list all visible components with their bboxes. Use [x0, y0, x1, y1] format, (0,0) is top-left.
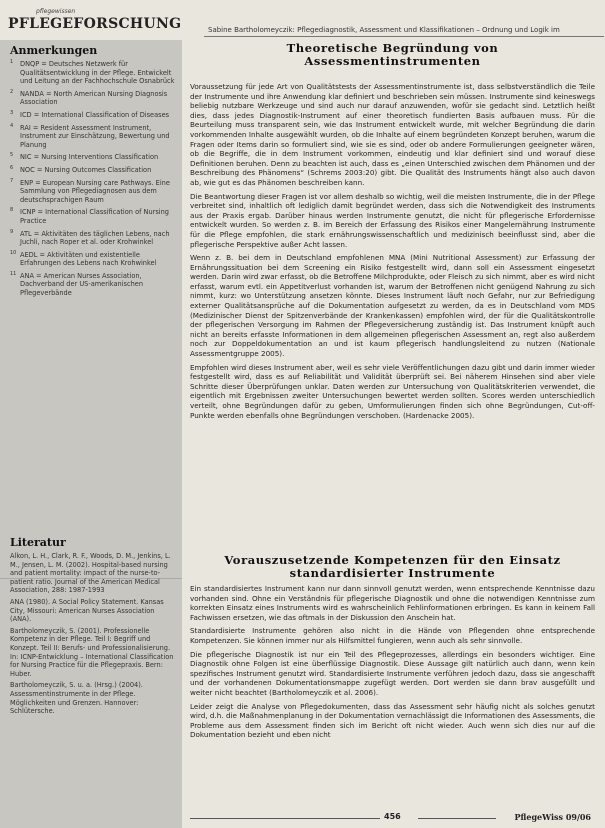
note-item	[10, 208, 175, 225]
body-paragraph: Standardisierte Instrumente gehören also nicht in die Hände von Pflegenden ohne entsprechende Kompetenzen. Sie können immer nur als Hilfsmittel fungieren, wenn auch als sehr sinnvolle.	[190, 626, 595, 645]
note-text: ATL = Aktivitäten des täglichen Lebens, nach Juchli, nach Roper et al. oder Krohwinkel	[20, 229, 170, 247]
reference-item: Bartholomeyczik, S. (2001). Professionelle Kompetenz in der Pflege. Teil I: Begriff und Konzept. Teil II: Berufs- und Professionalisierung. In: ICNP-Entwicklung – International Classification for Nursing Practice für die Pflegepraxis. Bern: Huber.	[10, 626, 174, 678]
footer-rule	[190, 818, 380, 819]
note-number: 6	[10, 164, 14, 171]
note-item	[10, 272, 175, 298]
note-item	[10, 111, 175, 120]
header-rule	[204, 36, 604, 37]
note-text: ENP = European Nursing care Pathways. Eine Sammlung von Pflegediagnosen aus dem deutschsprachigen Raum	[20, 178, 170, 204]
section-heading-line: Vorauszusetzende Kompetenzen für den Einsatz	[224, 553, 561, 567]
note-number: 10	[10, 249, 17, 256]
note-text: AEDL = Aktivitäten und existentielle Erfahrungen des Lebens nach Krohwinkel	[20, 250, 157, 268]
body-paragraph: Leider zeigt die Analyse von Pflegedokumenten, dass das Assessment sehr häufig nicht als solches genutzt wird, d.h. die Maßnahmenplanung in der Dokumentation vernachlässigt die Informationen des Assessments, die Probleme aus dem Assessment finden sich im Bericht oft nicht wieder. Auch wenn sich dies nur auf die Dokumentation bezieht und eben nicht	[190, 701, 595, 740]
note-number: 1	[10, 59, 14, 65]
note-number: 7	[10, 177, 14, 184]
note-item	[10, 124, 175, 150]
notes-heading: Anmerkungen	[10, 44, 98, 57]
section-heading-line: Assessmentinstrumenten	[304, 54, 481, 68]
body-paragraph: Die pflegerische Diagnostik ist nur ein Teil des Pflegeprozesses, allerdings ein besonders wichtiger. Eine Diagnostik ohne Folgen ist eine überflüssige Diagnostik. Diese Aussage gilt natürlich auch dann, wenn kein spezifisches Instrument genutzt wird. Standardisierte Instrumente verführen jedoch dazu, dass sie angeschafft und der vorhandenen Dokumentationsmappe zugefügt werden. Dort werden sie dann brav ausgefüllt und weiter nicht beachtet (Bartholomeyczik et al. 2006).	[190, 649, 595, 697]
note-text: ICNP = International Classification of Nursing Practice	[20, 208, 169, 225]
body-paragraph: Wenn z. B. bei dem in Deutschland empfohlenen MNA (Mini Nutritional Assessment) zur Erfassung der Ernährungssituation bei dem Screening ein Risiko festgestellt wird, dann soll ein Assessment eingesetzt werden. Darin wird zwar erfasst, ob die Betroffene Milchprodukte, oder Fleisch zu sich nimmt, aber es wird nicht erfasst, warum evtl. ein Appetitverlust vorhanden ist, warum der Betroffenen nicht genügend Nahrung zu sich nimmt, kurz: wo Unterstützung ansetzen könnte. Dieses Instrument läuft noch Gefahr, nur zur Befriedigung externer Qualitätsansprüche auf die Dokumentation aufgesetzt zu werden, da es in Deutschland vom MDS (Medizinischer Dienst der Spitzenverbände der Krankenkassen) empfohlen wird, der für die Qualitätskontrolle der pflegerischen Versorgung im Rahmen der Pflegeversicherung zuständig ist. Das Instrument knüpft auch nicht an bereits erfasste Informationen in dem allgemeinen pflegerischen Assessment an, regt also außerdem noch zur Doppeldokumentation an und ist kaum pflegerisch handlungsleitend zu nutzen (Nationale Assessmentgruppe 2005).	[190, 253, 595, 359]
note-number: 5	[10, 152, 14, 159]
note-number: 2	[10, 88, 14, 95]
reference-item: ANA (1980). A Social Policy Statement. Kansas City, Missouri: American Nurses Association (ANA).	[10, 597, 164, 624]
note-number: 3	[10, 109, 14, 116]
note-item	[10, 153, 175, 162]
note-item	[10, 251, 175, 268]
page-footer	[190, 812, 595, 826]
article-body	[190, 41, 595, 740]
note-text: ICD = International Classification of Diseases	[20, 110, 170, 119]
reference-item: Alkon, L. H., Clark, R. F., Woods, D. M., Jenkins, L. M., Jensen, L. M. (2002). Hospital-based nursing and patient mortality: impact of the nurse-to-patient ratio. Journal of the American Medical Association, 288: 1987-1993	[10, 552, 171, 595]
body-paragraph: Empfohlen wird dieses Instrument aber, weil es sehr viele Veröffentlichungen dazu gibt und darin immer wieder festgestellt wird, dass es auf Reliabilität und Validität überprüft sei. Bei näherem Hinsehen sind aber viele Schritte dieser Überprüfungen unklar. Daten werden zur Untersuchung von Qualitätskriterien verwendet, die eigentlich mit Ergebnissen zweiter Untersuchungen bewertet werden sollten. Scores werden unterschiedlich verteilt, ohne Begründungen dafür zu geben, Umformulierungen finden sich ohne Begründungen, Cut-off-Punkte werden ebenfalls ohne Begründungen verschoben. (Hardenacke 2005).	[190, 362, 595, 420]
note-text: NIC = Nursing Interventions Classification	[20, 153, 159, 162]
journal-section-title: PFLEGEFORSCHUNG	[8, 16, 182, 32]
section-heading-theory	[190, 42, 595, 68]
footer-rule	[418, 818, 496, 819]
competences-paragraphs	[190, 584, 595, 744]
literature-heading: Literatur	[10, 536, 66, 549]
section-heading-competences	[190, 554, 595, 580]
theory-paragraphs	[190, 82, 595, 424]
page-header	[8, 8, 598, 40]
note-text: RAI = Resident Assessment Instrument, Instrument zur Einschätzung, Bewertung und Planung	[20, 123, 170, 149]
notes-list	[10, 60, 175, 302]
note-item	[10, 60, 175, 86]
section-heading-line: Theoretische Begründung von	[286, 41, 499, 55]
note-item	[10, 90, 175, 107]
section-heading-line: standardisierter Instrumente	[289, 566, 496, 580]
note-number: 4	[10, 122, 14, 129]
note-number: 9	[10, 228, 14, 235]
running-head: Sabine Bartholomeyczik: Pflegediagnostik, Assessment und Klassifikationen – Ordnung und Logik im	[208, 26, 560, 34]
brand-kicker: pflegewissen	[36, 8, 76, 15]
note-text: ANA = American Nurses Association, Dachverband der US-amerikanischen Pflegeverbände	[20, 271, 144, 298]
reference-item: Bartholomeyczik, S. u. a. (Hrsg.) (2004). Assessmentinstrumente in der Pflege. Möglichkeiten und Grenzen. Hannover: Schlütersche.	[10, 681, 143, 716]
body-paragraph: Ein standardisiertes Instrument kann nur dann sinnvoll genutzt werden, wenn entsprechende Kenntnisse dazu vorhanden sind. Ohne ein Verständnis für pflegerische Diagnostik und ohne die notwendigen Kenntnisse zum korrekten Einsatz eines Instruments wird es wahrscheinlich Fehlinformationen erbringen. Es kann in keinem Fall Fachwissen ersetzen, wie das oftmals in der Diskussion den Anschein hat.	[190, 584, 595, 622]
note-number: 11	[10, 270, 17, 277]
note-text: NOC = Nursing Outcomes Classification	[20, 165, 152, 174]
issue-label: PflegeWiss 09/06	[514, 812, 591, 822]
literature-list	[10, 552, 175, 719]
note-item	[10, 179, 175, 205]
note-number: 8	[10, 207, 14, 214]
body-paragraph: Die Beantwortung dieser Fragen ist vor allem deshalb so wichtig, weil die meisten Instrumente, die in der Pflege verbreitet sind, inhaltlich oft lediglich damit begründet werden, dass sich die Notwendigkeit des Instruments aus der Praxis ergab. Darüber hinaus werden Instrumente genutzt, die nicht für pflegerische Erfordernisse entwickelt wurden. So werden z. B. im Bereich der Erfassung des Risikos einer Mangelernährung Instrumente für die Pflege empfohlen, die stark ernährungswissenschaftlich und medizinisch beeinflusst sind, aber die pflegerische Perspektive außer Acht lassen.	[190, 191, 595, 249]
note-text: NANDA = North American Nursing Diagnosis Association	[20, 89, 168, 107]
note-text: DNQP = Deutsches Netzwerk für Qualitätsentwicklung in der Pflege. Entwickelt und Leitung an der Fachhochschule Osnabrück	[20, 60, 175, 86]
body-paragraph: Voraussetzung für jede Art von Qualitätstests der Assessmentinstrumente ist, dass selbstverständlich die Teile der Instrumente und ihre Anwendung klar definiert und beschrieben sein müssen. Instrumente sind keineswegs beliebig nutzbare Werkzeuge und sind auch nur darauf anzuwenden, wofür sie gedacht sind. Letztlich heißt dies, dass jedes Diagnostik-Instrument auf einer theoretisch fundierten Basis aufbauen muss. Für die Beurteilung muss transparent sein, wie das Instrument entwickelt wurde, mit welcher Begründung die darin vorkommenden Inhalte ausgewählt wurden, ob die Inhalte auf einem begründeten Konzept beruhen, warum die Fragen oder Items darin so formuliert sind, wie sie es sind, oder ob andere Formulierungen geeigneter wären, ob die Begriffe, die in dem Instrument vorkommen, eindeutig und klar definiert sind und worauf diese Definitionen beruhen. Denn zu beachten ist auch, dass es „einen Unterschied zwischen dem Phänomen und der Beschreibung des Phänomens“ (Schrems 2003:20) gibt. Die Qualität des Instruments hängt also auch davon ab, wie gut es das Phänomen beschreiben kann.	[190, 82, 595, 187]
page-number: 456	[384, 812, 401, 821]
note-item	[10, 230, 175, 247]
note-item	[10, 166, 175, 175]
sidebar	[0, 40, 182, 828]
